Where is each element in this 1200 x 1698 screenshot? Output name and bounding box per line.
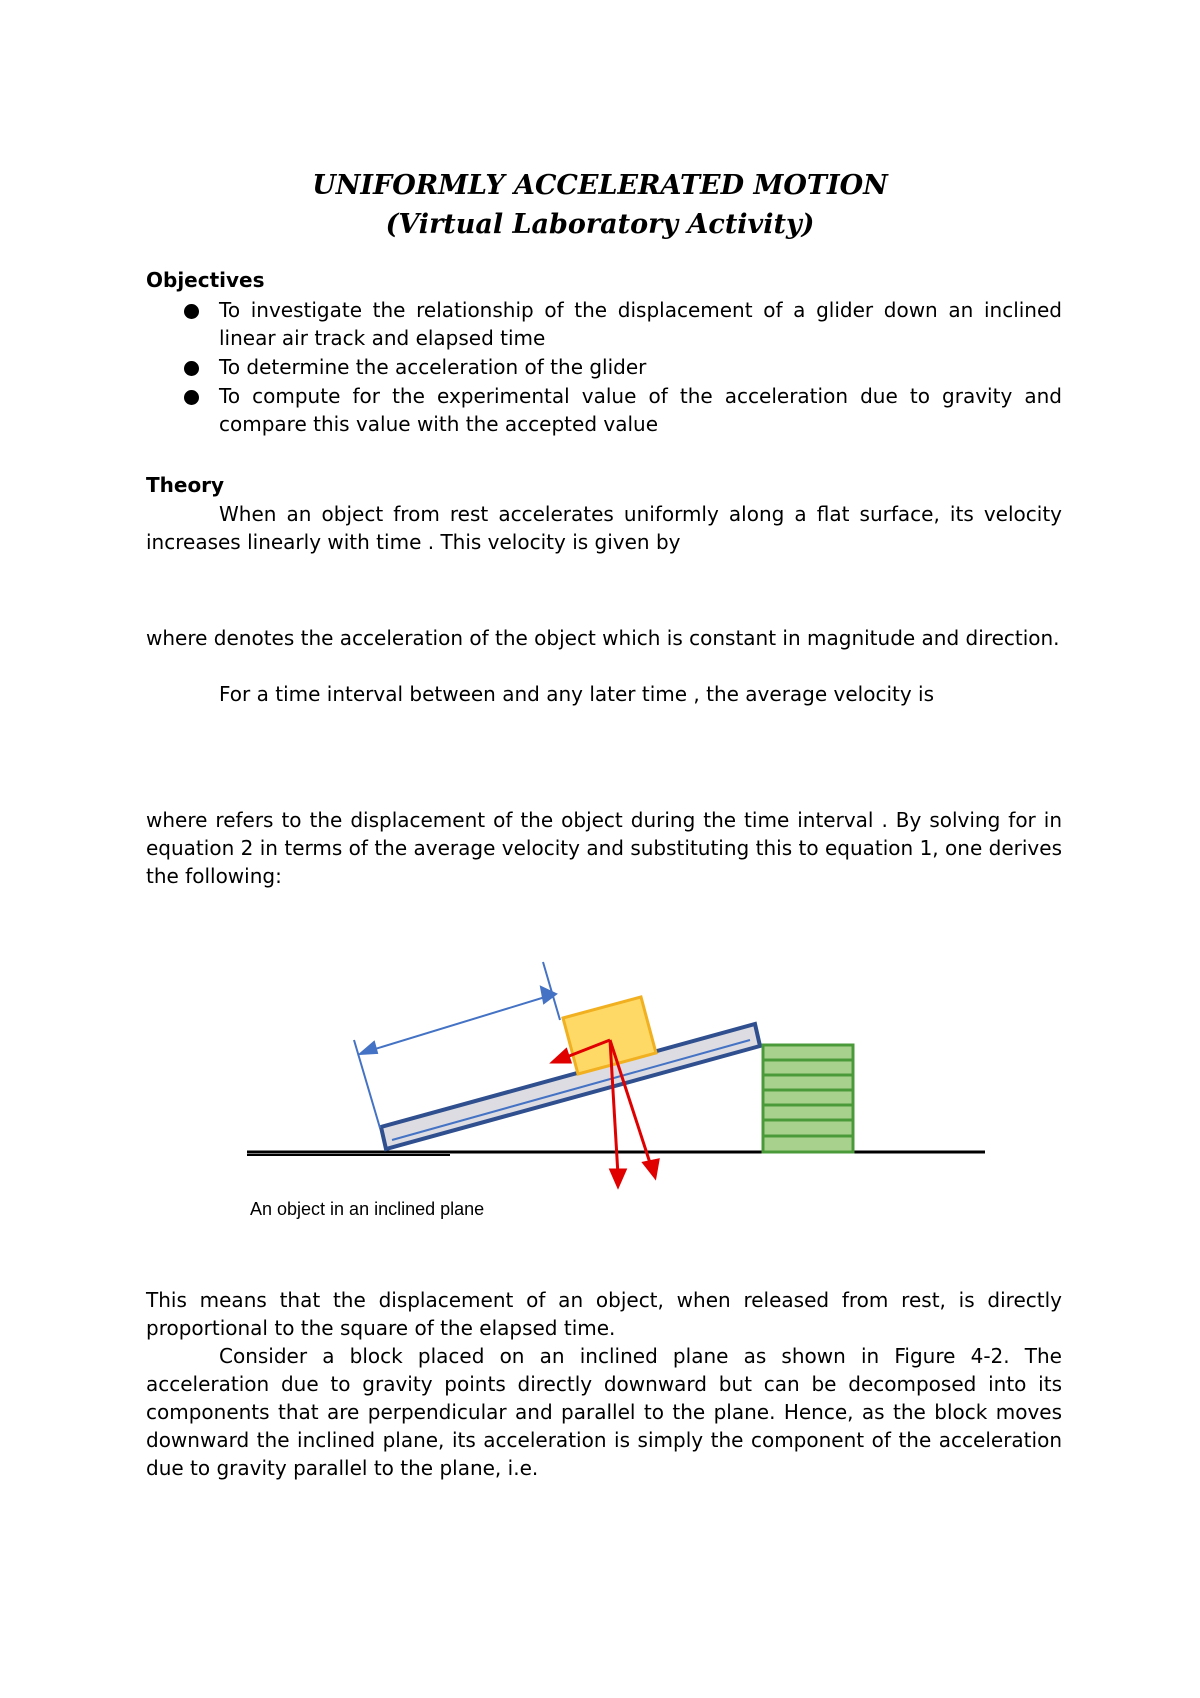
list-item	[146, 296, 1062, 352]
support-stack	[763, 1045, 853, 1152]
objective-text: To determine the acceleration of the glider	[219, 355, 647, 379]
objectives-list	[146, 296, 1062, 439]
list-item	[146, 382, 1062, 438]
objectives-heading: Objectives	[146, 268, 265, 292]
objective-text: To compute for the experimental value of the acceleration due to gravity and compare this value with the accepted value	[219, 384, 1062, 436]
theory-paragraph-3: For a time interval between and any later time , the average velocity is	[219, 682, 935, 706]
inclined-plane-figure	[0, 930, 1200, 1230]
objective-text: To investigate the relationship of the displacement of a glider down an inclined linear air track and elapsed time	[219, 298, 1062, 350]
theory-paragraph-6: Consider a block placed on an inclined plane as shown in Figure 4-2. The acceleration due to gravity points directly downward but can be decomposed into its components that are perpendicular and parallel to the plane. Hence, as the block moves downward the inclined plane, its acceleration is simply the component of the acceleration due to gravity parallel to the plane, i.e.	[146, 1344, 1062, 1480]
theory-paragraph-2: where denotes the acceleration of the object which is constant in magnitude and direction.	[146, 626, 1060, 650]
theory-paragraph-4: where refers to the displacement of the object during the time interval . By solving for in equation 2 in terms of the average velocity and substituting this to equation 1, one derives the following:	[146, 808, 1062, 888]
document-title: UNIFORMLY ACCELERATED MOTION	[312, 170, 888, 201]
figure-caption: An object in an inclined plane	[250, 1199, 485, 1219]
theory-heading: Theory	[146, 473, 225, 497]
list-item	[146, 353, 1062, 381]
theory-paragraph-5: This means that the displacement of an object, when released from rest, is directly proportional to the square of the elapsed time.	[146, 1288, 1062, 1340]
document-subtitle: (Virtual Laboratory Activity)	[385, 209, 815, 240]
bullet-icon	[184, 390, 199, 405]
bullet-icon	[184, 304, 199, 319]
theory-paragraph-1: When an object from rest accelerates uniformly along a flat surface, its velocity increases linearly with time . This velocity is given by	[146, 502, 1062, 554]
bullet-icon	[184, 361, 199, 376]
